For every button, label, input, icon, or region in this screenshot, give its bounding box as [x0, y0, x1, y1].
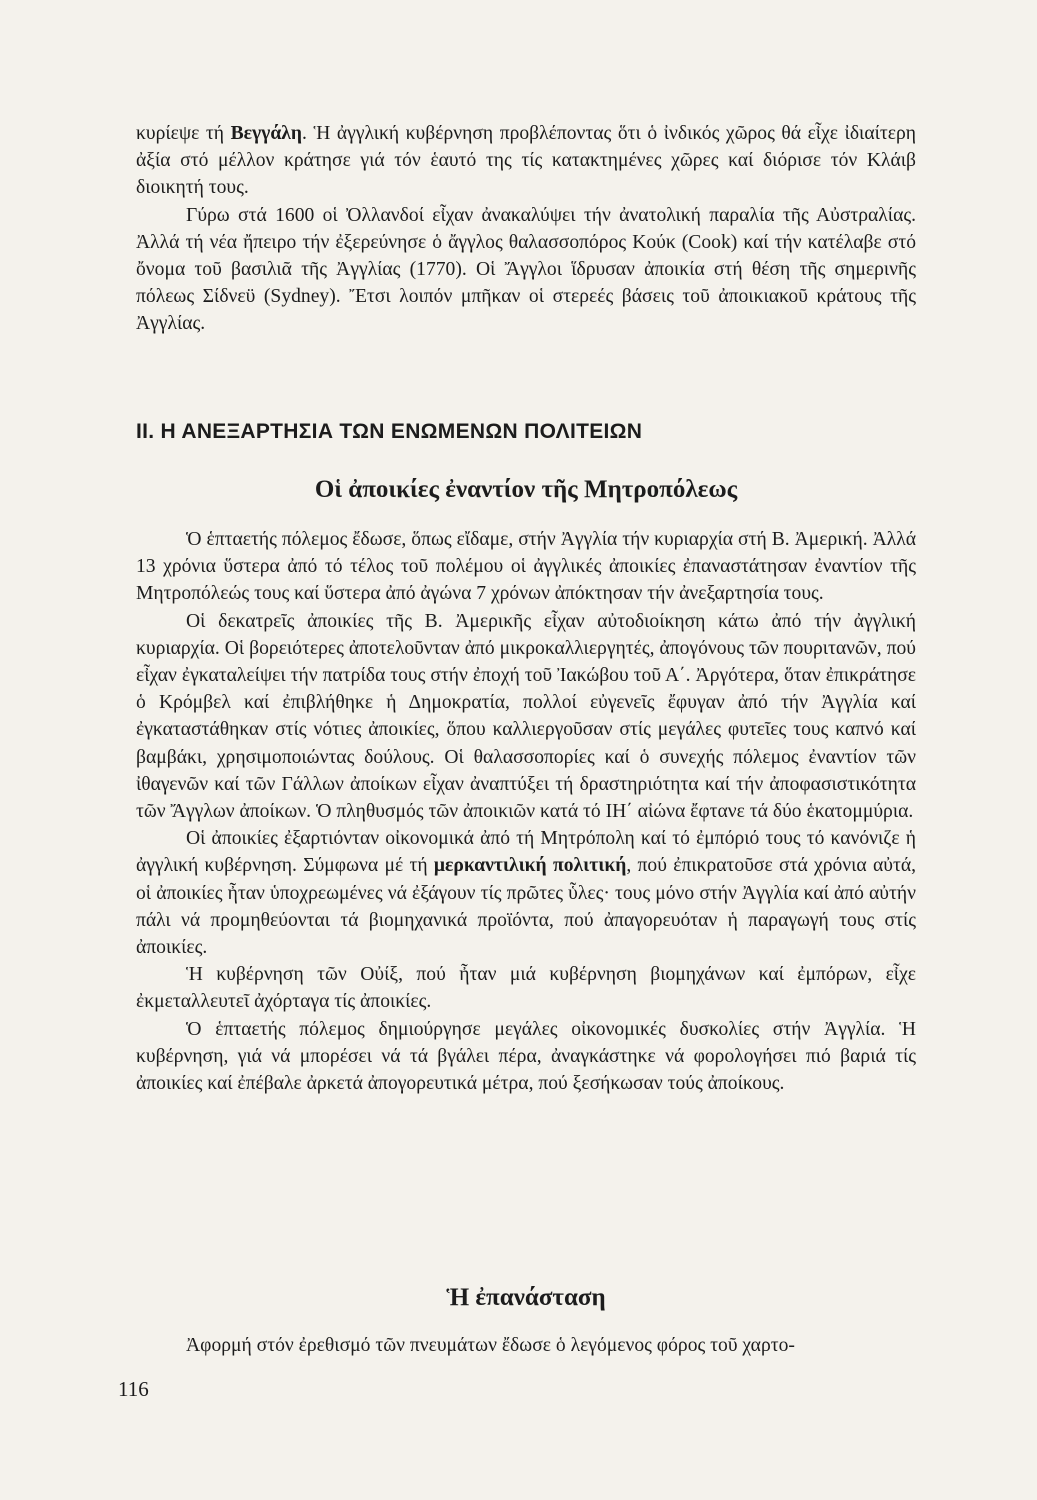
subheading-colonies: Οἱ ἀποικίες ἐναντίον τῆς Μητροπόλεως: [314, 476, 738, 503]
page-number: 116: [118, 1377, 149, 1401]
body-paragraph-5: Ὁ ἑπταετής πόλεμος δημιούργησε μεγάλες οἰκονομικές δυσκολίες στήν Ἀγγλία. Ἡ κυβέρνηση, γιά νά μπορέσει νά τά βγάλει πέρα, ἀναγκάστηκε νά φορολογήσει πιό βαριά τίς ἀποικίες καί ἐπέβαλε ἀρκετά ἀπογορευτικά μέτρα, πού ξεσήκωσαν τούς ἀποίκους.: [136, 1018, 916, 1095]
closing-block: [136, 1332, 916, 1359]
body-paragraph-2: Οἱ δεκατρεῖς ἀποικίες τῆς Β. Ἀμερικῆς εἶχαν αὐτοδιοίκηση κάτω ἀπό τήν ἀγγλική κυριαρχία. Οἱ βορειότερες ἀποτελοῦνταν ἀπό μικροκαλλιεργητές, ἀπογόνους τῶν πουριτανῶν, πού εἶχαν ἐγκαταλείψει τήν πατρίδα τους στήν ἐποχή τοῦ Ἰακώβου τοῦ Α΄. Ἀργότερα, ὅταν ἐπικράτησε ὁ Κρόμβελ καί ἐπιβλήθηκε ἡ Δημοκρατία, πολλοί εὐγενεῖς ἔφυγαν ἀπό τήν Ἀγγλία καί ἐγκαταστάθηκαν στίς νότιες ἀποικίες, ὅπου καλλιεργοῦσαν στίς μεγάλες φυτεῖες τους καπνό καί βαμβάκι, χρησιμοποιώντας δούλους. Οἱ θαλασσοπορίες καί ὁ συνεχής πόλεμος ἐναντίον τῶν ἰθαγενῶν καί τῶν Γάλλων ἀποίκων εἶχαν ἀναπτύξει τή δραστηριότητα καί τήν ἀποφασιστικότητα τῶν Ἄγγλων ἀποίκων. Ὁ πληθυσμός τῶν ἀποικιῶν κατά τό ΙΗ΄ αἰώνα ἔφτανε τά δύο ἑκατομμύρια.: [136, 610, 916, 823]
subheading-revolution: Ἡ ἐπανάσταση: [446, 1284, 606, 1311]
intro-paragraph-1: [136, 120, 916, 202]
body-paragraph-1: Ὁ ἑπταετής πόλεμος ἔδωσε, ὅπως εἴδαμε, στήν Ἀγγλία τήν κυριαρχία στή Β. Ἀμερική. Ἀλλά 13 χρόνια ὕστερα ἀπό τό τέλος τοῦ πολέμου οἱ ἀγγλικές ἀποικίες ἐπαναστάτησαν ἐναντίον τῆς Μητροπόλεώς τους καί ὕστερα ἀπό ἀγώνα 7 χρόνων ἀπόκτησαν τήν ἀνεξαρτησία τους.: [136, 529, 916, 605]
text-run: κυρίεψε τή: [136, 123, 231, 144]
text-run: , πού ἐπικρατοῦσε στά χρόνια αὐτά, οἱ ἀποικίες ἦταν ὑποχρεωμένες νά ἐξάγουν τίς πρῶτες ὗλες· τους μόνο στήν Ἀγγλία καί ἀπό αὐτήν πάλι νά προμηθεύονται τά βιομηχανικά προϊόντα, πού ἀπαγορευόταν ἡ παραγωγή τους στίς ἀποικίες.: [136, 855, 916, 959]
intro-paragraph-2: Γύρω στά 1600 οἱ Ὀλλανδοί εἶχαν ἀνακαλύψει τήν ἀνατολική παραλία τῆς Αὐστραλίας. Ἀλλά τή νέα ἤπειρο τήν ἐξερεύνησε ὁ ἄγγλος θαλασσοπόρος Κούκ (Cook) καί τήν κατέλαβε στό ὄνομα τοῦ βασιλιᾶ τῆς Ἀγγλίας (1770). Οἱ Ἄγγλοι ἵδρυσαν ἀποικία στή θέση τῆς σημερινῆς πόλεως Σίδνεϋ (Sydney). Ἔτσι λοιπόν μπῆκαν οἱ στερεές βάσεις τοῦ ἀποικιακοῦ κράτους τῆς Ἀγγλίας.: [136, 204, 916, 335]
intro-block: [136, 120, 916, 338]
body-paragraph-3: [136, 825, 916, 961]
body-paragraph-4: Ἡ κυβέρνηση τῶν Οὐίξ, πού ἦταν μιά κυβέρνηση βιομηχάνων καί ἐμπόρων, εἶχε ἐκμεταλλευτεῖ ἀχόρταγα τίς ἀποικίες.: [136, 964, 916, 1013]
bold-term-mercantilism: μερκαντιλική πολιτική: [433, 855, 627, 877]
section-title: II. Η ΑΝΕΞΑΡΤΗΣΙΑ ΤΩΝ ΕΝΩΜΕΝΩΝ ΠΟΛΙΤΕΙΩΝ: [136, 420, 643, 443]
text-run: Οἱ ἀποικίες ἐξαρτιόνταν οἰκονομικά ἀπό τή Μητρόπολη καί τό ἐμπόριό τους τό κανόνιζε ἡ ἀγγλική κυβέρνηση. Σύμφωνα μέ τή: [136, 828, 916, 877]
closing-paragraph: Ἀφορμή στόν ἐρεθισμό τῶν πνευμάτων ἔδωσε ὁ λεγόμενος φόρος τοῦ χαρτο-: [186, 1335, 795, 1356]
body-block: [136, 526, 916, 1097]
bold-term-bengal: Βεγγάλη: [230, 123, 303, 144]
text-run: . Ἡ ἀγγλική κυβέρνηση προβλέποντας ὅτι ὁ ἰνδικός χῶρος θά εἶχε ἰδιαίτερη ἀξία στό μέλλον κράτησε γιά τόν ἑαυτό της τίς κατακτημένες χῶρες καί διόρισε τόν Κλάιβ διοικητή τους.: [136, 123, 916, 199]
